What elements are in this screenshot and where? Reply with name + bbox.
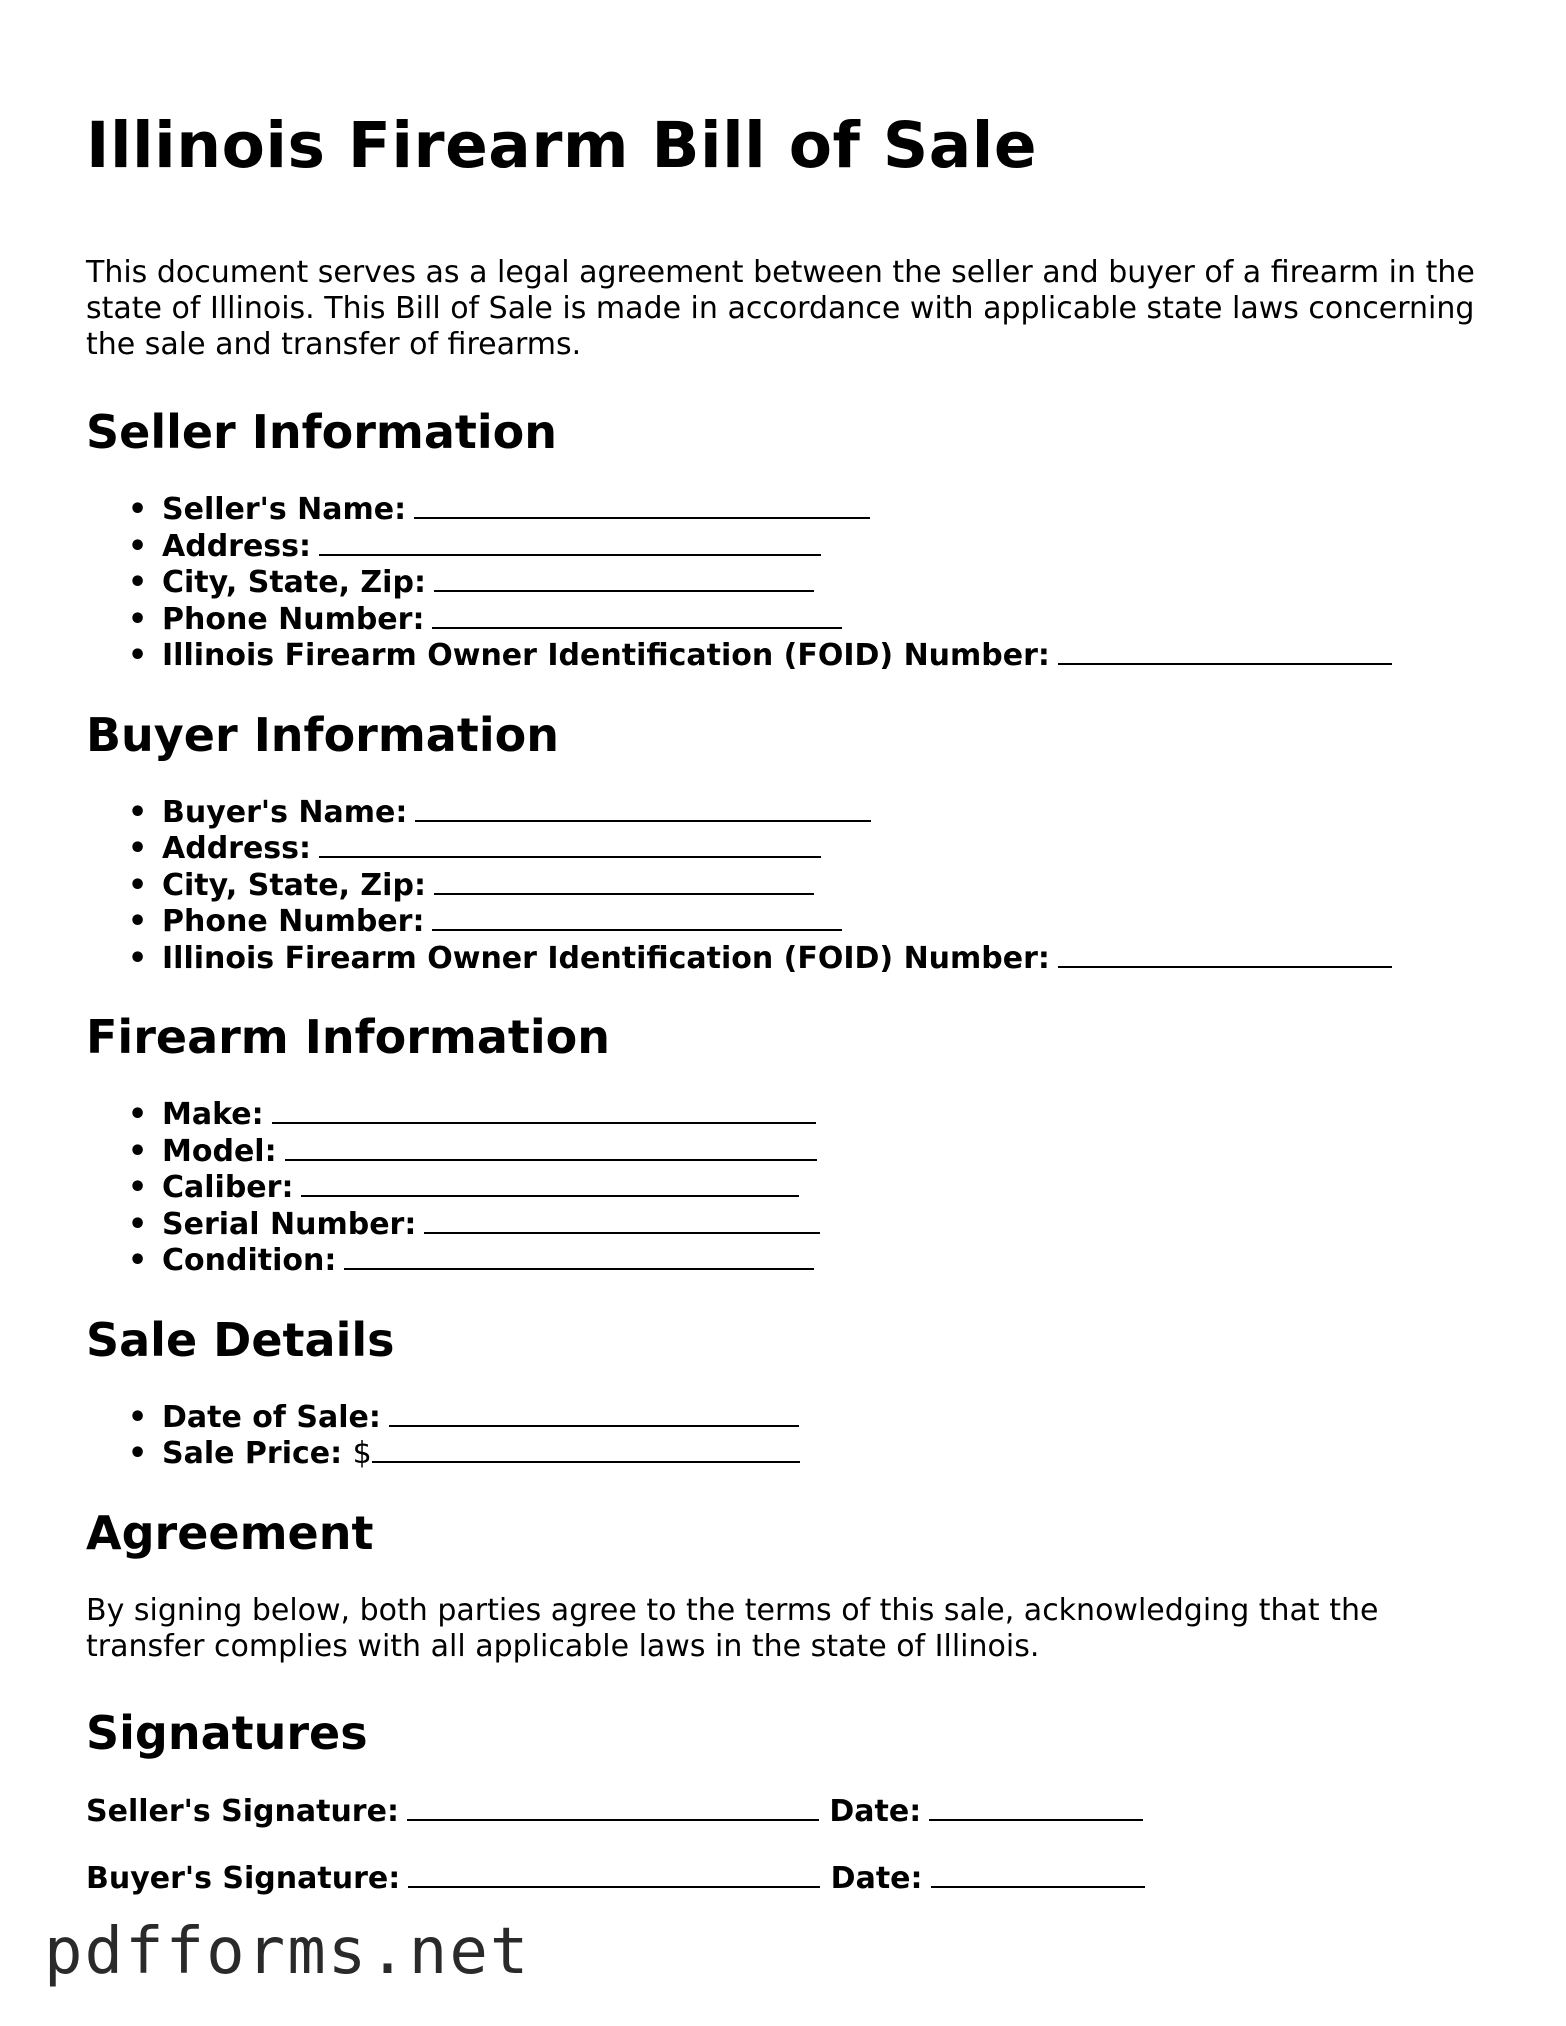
field-label: Sale Price: [162, 1436, 343, 1471]
list-item: • Model: [162, 1134, 1486, 1171]
buyer-date-label: Date: [830, 1860, 923, 1896]
condition-blank[interactable] [344, 1244, 814, 1270]
serial-number-blank[interactable] [424, 1208, 820, 1234]
make-blank[interactable] [272, 1098, 816, 1124]
document-page [86, 100, 1486, 1901]
buyer-address-blank[interactable] [319, 832, 821, 858]
agreement-section-heading: Agreement [86, 1505, 374, 1560]
seller-section-heading: Seller Information [86, 405, 558, 459]
list-item: • Caliber: [162, 1170, 1486, 1207]
list-item: • Phone Number: [162, 602, 1486, 639]
field-label: Seller's Name: [162, 492, 407, 527]
list-item: • Illinois Firearm Owner Identification (FOID) Number: [162, 638, 1486, 675]
field-label: Make: [162, 1097, 264, 1132]
firearm-field-list [86, 1097, 1486, 1280]
field-label: Illinois Firearm Owner Identification (FOID) Number: [162, 638, 1050, 673]
field-label: Illinois Firearm Owner Identification (FOID) Number: [162, 940, 1050, 976]
buyer-date-blank[interactable] [931, 1862, 1145, 1888]
field-label: Caliber: [162, 1170, 294, 1205]
seller-signature-row [86, 1794, 1486, 1834]
list-item: • Condition: [162, 1243, 1486, 1280]
list-item: • Address: [162, 831, 1486, 868]
seller-signature-label: Seller's Signature: [86, 1793, 399, 1829]
field-label: Phone Number: [162, 601, 425, 637]
field-label: City, State, Zip: [162, 565, 426, 600]
list-item: • Address: [162, 529, 1486, 566]
seller-foid-blank[interactable] [1058, 639, 1392, 665]
firearm-section-heading: Firearm Information [86, 1010, 610, 1064]
field-label: Serial Number: [162, 1206, 417, 1242]
signatures-section-heading: Signatures [86, 1705, 368, 1760]
field-label: City, State, Zip: [162, 867, 426, 903]
field-label: Date of Sale: [162, 1399, 381, 1435]
sale-section-heading: Sale Details [86, 1312, 395, 1367]
field-label: Address: [162, 831, 312, 866]
sale-price-blank[interactable] [372, 1437, 800, 1463]
field-label: Buyer's Name: [162, 794, 408, 830]
seller-date-blank[interactable] [929, 1795, 1143, 1821]
seller-field-list [86, 492, 1486, 675]
list-item: • Sale Price: $ [162, 1436, 1486, 1473]
date-of-sale-blank[interactable] [389, 1401, 799, 1427]
list-item: • Illinois Firearm Owner Identification (FOID) Number: [162, 941, 1486, 978]
buyer-city-state-zip-blank[interactable] [434, 869, 814, 895]
list-item: • City, State, Zip: [162, 565, 1486, 602]
field-label: Model: [162, 1133, 277, 1169]
seller-name-blank[interactable] [414, 493, 870, 519]
list-item: • City, State, Zip: [162, 868, 1486, 905]
list-item: • Serial Number: [162, 1207, 1486, 1244]
buyer-name-blank[interactable] [415, 796, 871, 822]
list-item: • Seller's Name: [162, 492, 1486, 529]
sale-field-list [86, 1400, 1486, 1473]
intro-paragraph: This document serves as a legal agreement between the seller and buyer of a firearm in the state of Illinois. This Bill of Sale is made in accordance with applicable state laws concerning the sale and transfer of firearms. [86, 255, 1475, 362]
buyer-foid-blank[interactable] [1058, 942, 1392, 968]
agreement-paragraph: By signing below, both parties agree to the terms of this sale, acknowledging that the transfer complies with all applicable laws in the state of Illinois. [86, 1592, 1379, 1664]
seller-phone-blank[interactable] [432, 603, 842, 629]
list-item: • Buyer's Name: [162, 795, 1486, 832]
document-title: Illinois Firearm Bill of Sale [86, 109, 1038, 182]
buyer-signature-blank[interactable] [408, 1862, 820, 1888]
field-label: Condition: [162, 1243, 337, 1278]
buyer-field-list [86, 795, 1486, 978]
list-item: • Phone Number: [162, 904, 1486, 941]
field-label: Address: [162, 528, 312, 564]
seller-city-state-zip-blank[interactable] [434, 566, 814, 592]
buyer-signature-row [86, 1861, 1486, 1901]
currency-symbol: $ [352, 1436, 372, 1471]
seller-signature-blank[interactable] [407, 1795, 819, 1821]
buyer-section-heading: Buyer Information [86, 707, 559, 762]
model-blank[interactable] [285, 1135, 817, 1161]
watermark: pdfforms.net [44, 1915, 531, 1989]
seller-date-label: Date: [829, 1793, 922, 1829]
caliber-blank[interactable] [301, 1171, 799, 1197]
list-item: • Make: [162, 1097, 1486, 1134]
field-label: Phone Number: [162, 904, 425, 939]
buyer-signature-label: Buyer's Signature: [86, 1860, 401, 1896]
seller-address-blank[interactable] [319, 530, 821, 556]
buyer-phone-blank[interactable] [432, 905, 842, 931]
list-item: • Date of Sale: [162, 1400, 1486, 1437]
